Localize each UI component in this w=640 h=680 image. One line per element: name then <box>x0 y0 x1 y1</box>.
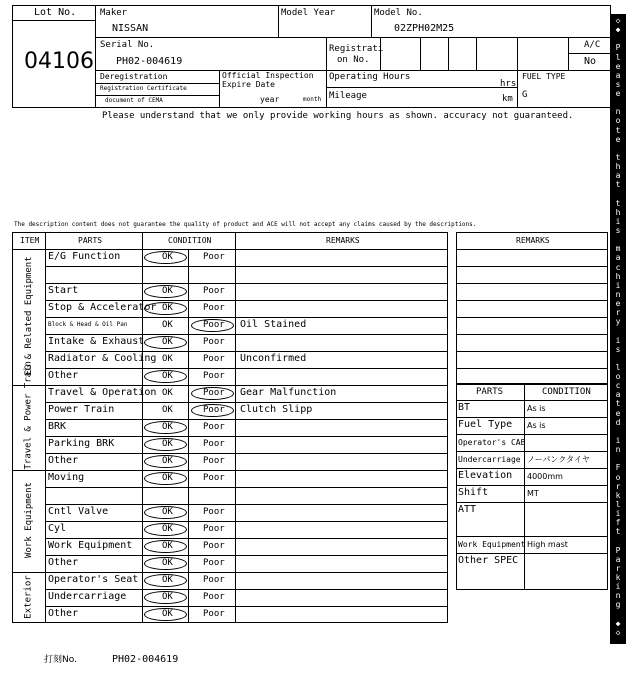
poor-label: Poor <box>203 507 225 517</box>
right-row-line <box>456 300 608 301</box>
part-label: Travel & Operation <box>48 387 157 398</box>
spec-value: MT <box>527 489 539 498</box>
header-remarks: REMARKS <box>326 236 360 245</box>
part-label: Block & Head & Oil Pan <box>48 321 128 328</box>
spec-value: High mast <box>527 540 568 549</box>
row-line <box>45 504 448 505</box>
sidebar-char: o <box>615 472 621 482</box>
hrs-label: hrs <box>500 79 517 89</box>
ok-label: OK <box>162 439 173 449</box>
remark-text: Clutch Slipp <box>240 404 313 415</box>
sidebar-char: c <box>615 381 621 391</box>
ok-circle <box>144 506 187 519</box>
row-line <box>45 470 448 471</box>
sidebar-char: o <box>615 116 621 126</box>
ok-circle <box>144 608 187 621</box>
spec-part: Undercarriage <box>458 455 521 464</box>
sidebar-char: a <box>615 171 621 181</box>
poor-label: Poor <box>203 422 225 432</box>
row-line <box>45 538 448 539</box>
part-label: Stop & Accelerator <box>48 302 157 313</box>
sidebar-char: l <box>615 362 621 372</box>
row-line <box>45 266 448 267</box>
sidebar-char: r <box>615 563 621 573</box>
right-remarks-header: REMARKS <box>516 236 550 245</box>
ok-label: OK <box>162 541 173 551</box>
poor-label: Poor <box>203 388 225 398</box>
col-line <box>45 232 46 623</box>
row-line <box>45 521 448 522</box>
ac-label: A/C <box>584 40 601 50</box>
sidebar-char: t <box>615 125 621 135</box>
sidebar-char: d <box>615 417 621 427</box>
poor-circle <box>191 404 234 417</box>
sidebar-char: h <box>615 271 621 281</box>
poor-label: Poor <box>203 371 225 381</box>
part-label: Power Train <box>48 404 115 415</box>
group-label: Work Equipment <box>23 482 34 558</box>
sidebar-char: e <box>615 61 621 71</box>
right-row-line <box>456 283 608 284</box>
sidebar-char: h <box>615 162 621 172</box>
ok-label: OK <box>162 337 173 347</box>
ok-circle <box>144 421 187 434</box>
ac-value: No <box>584 56 597 67</box>
poor-label: Poor <box>203 592 225 602</box>
row-line <box>45 436 448 437</box>
sidebar-char: i <box>615 436 621 445</box>
specs-header-condition: CONDITION <box>542 387 591 397</box>
poor-label: Poor <box>203 439 225 449</box>
row-line <box>45 589 448 590</box>
sidebar-char: a <box>615 554 621 564</box>
header-parts: PARTS <box>78 236 103 245</box>
spec-part: BT <box>458 402 471 413</box>
specs-row-line <box>456 553 608 554</box>
sidebar-char: g <box>615 600 621 610</box>
fuel-type-value: G <box>522 90 528 100</box>
right-row-line <box>456 266 608 267</box>
registration-label-2: on No. <box>337 55 370 65</box>
sidebar-char: P <box>615 545 621 555</box>
row-line <box>45 300 448 301</box>
row-line <box>45 572 448 573</box>
row-line <box>45 419 448 420</box>
spec-value: 4000mm <box>527 472 563 481</box>
header-line <box>12 249 448 250</box>
sidebar-char: y <box>615 317 621 327</box>
sidebar-char: a <box>615 253 621 263</box>
sidebar-char: e <box>615 299 621 309</box>
part-label: Parking BRK <box>48 438 115 449</box>
sidebar-char: i <box>615 280 621 290</box>
sidebar-char: i <box>615 335 621 345</box>
km-label: km <box>502 94 513 104</box>
col-line <box>142 232 143 623</box>
sidebar-char: ◇ <box>615 627 621 637</box>
ok-circle <box>144 438 187 451</box>
specs-col-line <box>524 383 525 590</box>
sidebar-char: f <box>615 518 621 528</box>
group-label: Exterior <box>23 574 34 619</box>
sidebar-char: h <box>615 207 621 217</box>
right-row-line <box>456 334 608 335</box>
right-row-line <box>456 368 608 369</box>
specs-row-line <box>456 434 608 435</box>
sidebar-char: e <box>615 89 621 99</box>
specs-row-line <box>456 502 608 503</box>
poor-label: Poor <box>203 473 225 483</box>
ok-label: OK <box>162 320 173 330</box>
ok-circle <box>144 370 187 383</box>
spec-part: Elevation <box>458 470 513 481</box>
year-label: year <box>260 95 280 104</box>
sidebar-char: a <box>615 70 621 80</box>
right-row-line <box>456 351 608 352</box>
right-row-line <box>456 249 608 250</box>
sidebar-char: t <box>615 180 621 190</box>
sidebar-char: t <box>615 527 621 537</box>
specs-header-parts: PARTS <box>476 387 504 397</box>
row-line <box>45 402 448 403</box>
row-line <box>45 487 448 488</box>
sidebar-char: m <box>615 244 621 254</box>
poor-label: Poor <box>203 524 225 534</box>
sidebar-char: n <box>615 107 621 117</box>
group-label: Travel & Power Train <box>23 360 34 469</box>
sidebar-char: a <box>615 390 621 400</box>
poor-circle <box>191 319 234 332</box>
poor-label: Poor <box>203 303 225 313</box>
ok-circle <box>144 285 187 298</box>
ok-circle <box>144 540 187 553</box>
ok-label: OK <box>162 371 173 381</box>
row-line <box>45 283 448 284</box>
ok-label: OK <box>162 354 173 364</box>
sidebar-char: s <box>615 226 621 235</box>
remark-text: Gear Malfunction <box>240 387 337 398</box>
hours-notice: Please understand that we only provide working hours as shown. accuracy not guaranteed. <box>102 111 574 121</box>
spec-part: Other SPEC <box>458 555 519 566</box>
spec-value: ノーパンクタイヤ <box>527 455 590 464</box>
maker-label: Maker <box>100 8 128 18</box>
ok-label: OK <box>162 558 173 568</box>
sidebar-char: l <box>615 499 621 509</box>
poor-label: Poor <box>203 320 225 330</box>
poor-label: Poor <box>203 541 225 551</box>
poor-label: Poor <box>203 609 225 619</box>
fuel-type-label: FUEL TYPE <box>522 72 566 81</box>
ok-circle <box>144 336 187 349</box>
sidebar-char: i <box>615 509 621 519</box>
ok-label: OK <box>162 592 173 602</box>
part-label: Other <box>48 455 79 466</box>
part-label: E/G Function <box>48 251 121 262</box>
header-item: ITEM <box>20 236 40 245</box>
poor-label: Poor <box>203 252 225 262</box>
serial-value: PH02-004619 <box>116 56 183 67</box>
row-line <box>45 317 448 318</box>
ok-label: OK <box>162 456 173 466</box>
poor-label: Poor <box>203 558 225 568</box>
inspection-label-2: Expire Date <box>222 80 275 89</box>
part-label: Radiator & Cooling <box>48 353 157 364</box>
part-label: Work Equipment <box>48 540 133 551</box>
row-line <box>45 368 448 369</box>
sidebar-char: F <box>615 463 621 473</box>
ok-circle <box>144 557 187 570</box>
sidebar-char: ◇ <box>615 16 621 25</box>
ok-label: OK <box>162 388 173 398</box>
group-label: EG & Related Equipment <box>23 256 34 376</box>
part-label: Cntl Valve <box>48 506 109 517</box>
sidebar-char: t <box>615 152 621 162</box>
spec-part: ATT <box>458 504 477 515</box>
poor-label: Poor <box>203 337 225 347</box>
maker-value: NISSAN <box>112 23 149 34</box>
ok-label: OK <box>162 252 173 262</box>
spec-part: Work Equipment <box>458 540 526 549</box>
registration-label-1: Registrati <box>329 44 384 54</box>
row-line <box>45 555 448 556</box>
footer-label: 打刻No. <box>44 655 77 665</box>
poor-label: Poor <box>203 286 225 296</box>
part-label: Undercarriage <box>48 591 127 602</box>
specs-row-line <box>456 417 608 418</box>
sidebar-char: e <box>615 134 621 144</box>
inspection-label-1: Official Inspection <box>222 71 314 80</box>
sidebar-char: i <box>615 216 621 226</box>
ok-circle <box>144 523 187 536</box>
ok-circle <box>144 472 187 485</box>
sidebar-char: s <box>615 344 621 354</box>
part-label: Intake & Exhaust <box>48 336 145 347</box>
sidebar-char: e <box>615 408 621 418</box>
row-line <box>45 453 448 454</box>
reg-cert-label: Registration Certificate <box>100 85 187 92</box>
poor-label: Poor <box>203 354 225 364</box>
ok-label: OK <box>162 405 173 415</box>
row-line <box>45 385 448 386</box>
specs-row-line <box>456 451 608 452</box>
ok-label: OK <box>162 473 173 483</box>
part-label: BRK <box>48 421 67 432</box>
row-line <box>45 606 448 607</box>
part-label: Cyl <box>48 523 67 534</box>
sidebar-char: l <box>615 52 621 62</box>
spec-value: As is <box>527 421 546 430</box>
model-year-label: Model Year <box>281 8 336 18</box>
location-notice-sidebar <box>610 14 626 644</box>
sidebar-char: n <box>615 289 621 299</box>
footer-value: PH02-004619 <box>112 654 179 665</box>
ok-label: OK <box>162 507 173 517</box>
spec-part: Fuel Type <box>458 419 513 430</box>
mileage-label: Mileage <box>329 91 367 101</box>
part-label: Moving <box>48 472 85 483</box>
row-line <box>45 334 448 335</box>
row-line <box>45 351 448 352</box>
spec-part: Shift <box>458 487 489 498</box>
right-remarks-frame <box>456 232 608 385</box>
remark-text: Oil Stained <box>240 319 307 330</box>
sidebar-char: P <box>615 43 621 53</box>
month-label: month <box>303 96 322 103</box>
ok-label: OK <box>162 286 173 296</box>
ok-circle <box>144 302 187 315</box>
ok-label: OK <box>162 609 173 619</box>
lot-label: Lot No. <box>34 7 77 18</box>
sidebar-char: c <box>615 262 621 272</box>
specs-row-line <box>456 400 608 401</box>
model-no-label: Model No. <box>374 8 423 18</box>
remark-text: Unconfirmed <box>240 353 307 364</box>
sidebar-char: n <box>615 445 621 455</box>
specs-row-line <box>456 536 608 537</box>
sidebar-char: ◆ <box>615 618 621 628</box>
ok-circle <box>144 574 187 587</box>
poor-label: Poor <box>203 405 225 415</box>
disclaimer: The description content does not guarantee the quality of product and ACE will not accept any claims caused by the descriptions. <box>14 221 477 228</box>
lot-number: 04106 <box>24 49 94 74</box>
model-no-value: 02ZPH02M25 <box>394 23 455 34</box>
ok-circle <box>144 591 187 604</box>
op-hours-label: Operating Hours <box>329 72 411 82</box>
ok-label: OK <box>162 303 173 313</box>
sidebar-char: t <box>615 198 621 208</box>
sidebar-char: ◆ <box>615 25 621 35</box>
sidebar-char: r <box>615 308 621 318</box>
sidebar-char: o <box>615 372 621 382</box>
ok-label: OK <box>162 524 173 534</box>
poor-label: Poor <box>203 456 225 466</box>
part-label: Other <box>48 557 79 568</box>
part-label: Start <box>48 285 79 296</box>
dereg-label: Deregistration <box>100 72 168 81</box>
poor-circle <box>191 387 234 400</box>
part-label: Operator's Seat <box>48 574 139 585</box>
col-line <box>235 232 236 623</box>
sidebar-char: r <box>615 481 621 491</box>
specs-row-line <box>456 468 608 469</box>
ok-circle <box>144 251 187 264</box>
sidebar-char: t <box>615 399 621 409</box>
ok-label: OK <box>162 422 173 432</box>
part-label: Other <box>48 370 79 381</box>
poor-label: Poor <box>203 575 225 585</box>
sidebar-char: k <box>615 572 621 582</box>
serial-label: Serial No. <box>100 40 155 50</box>
cema-label: document of CEMA <box>105 97 163 104</box>
specs-row-line <box>456 485 608 486</box>
sidebar-char: s <box>615 79 621 89</box>
sidebar-char: n <box>615 591 621 601</box>
part-label: Other <box>48 608 79 619</box>
ok-circle <box>144 455 187 468</box>
sidebar-char: k <box>615 490 621 500</box>
sidebar-char: i <box>615 582 621 592</box>
spec-part: Operator's CAB <box>458 438 526 447</box>
right-row-line <box>456 317 608 318</box>
ok-label: OK <box>162 575 173 585</box>
header-condition: CONDITION <box>168 236 212 245</box>
spec-value: As is <box>527 404 546 413</box>
